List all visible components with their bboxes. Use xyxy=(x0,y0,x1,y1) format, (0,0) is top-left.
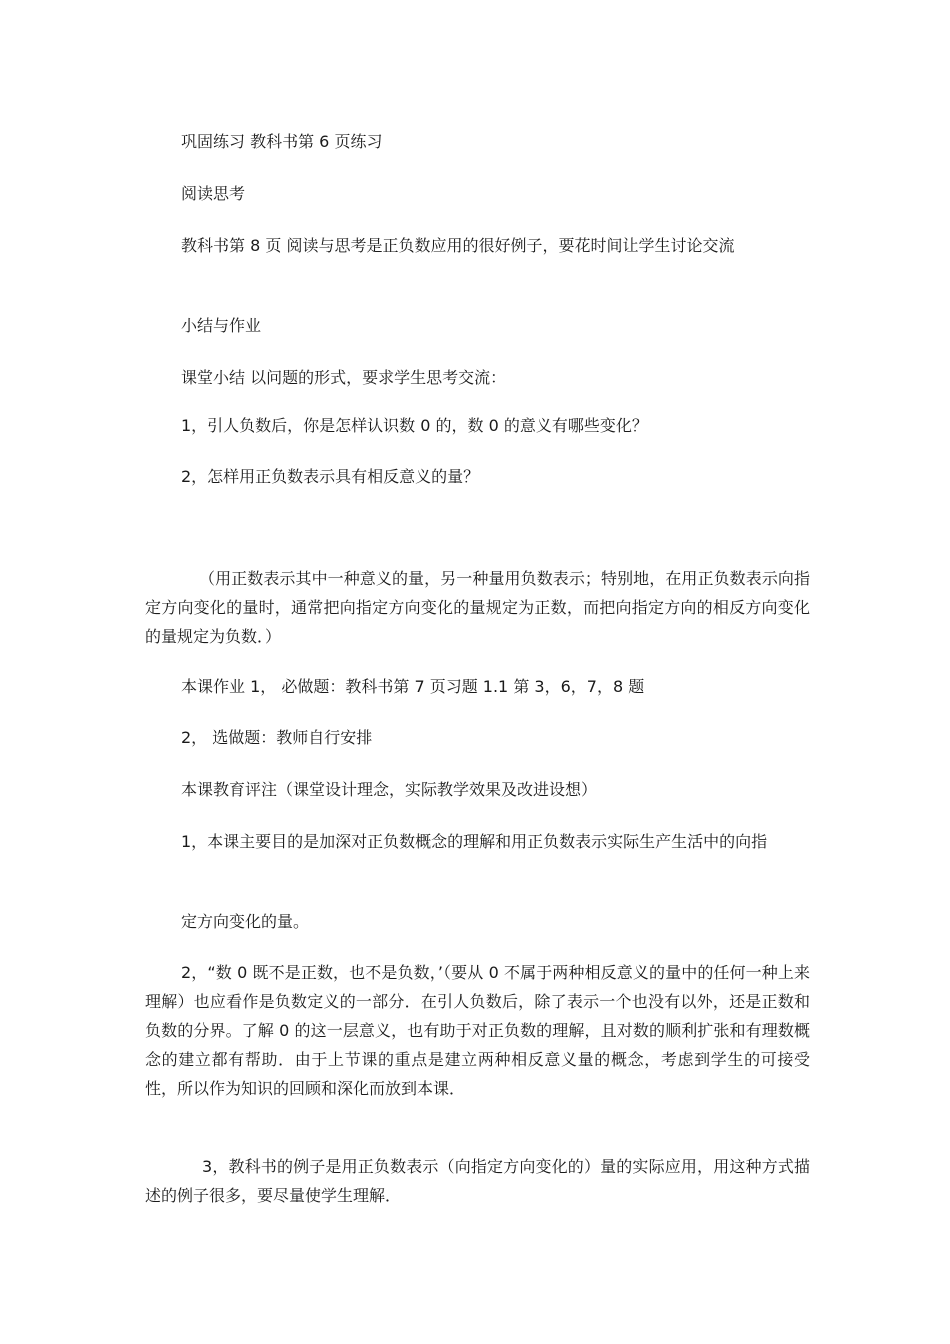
paragraph-answer-note: （用正数表示其中一种意义的量，另一种量用负数表示；特别地，在用正负数表示向指定方向变化的量时，通常把向指定方向变化的量规定为正数，而把向指定方向的相反方向变化的量规定为负数．） xyxy=(145,569,810,646)
paragraph-class-summary: 课堂小结 以问题的形式，要求学生思考交流： xyxy=(181,368,507,387)
paragraph-commentary-1: 1，本课主要目的是加深对正负数概念的理解和用正负数表示实际生产生活中的向指 xyxy=(181,832,768,851)
paragraph-commentary-2: 2，“数 0 既不是正数，也不是负数，’（要从 0 不属于两种相反意义的量中的任何一种上来理解）也应看作是负数定义的一部分．在引人负数后，除了表示一个也没有以外，还是正数和负数的分界。了解 0 的这一层意义，也有助于对正负数的理解，且对数的顺利扩张和有理数概念的建立都有帮助．由于上节课的重点是建立两种相反意义量的概念，考虑到学生的可接受性，所以作为知识的回顾和深化而放到本课． xyxy=(145,963,810,1098)
paragraph-homework-1: 本课作业 1， 必做题：教科书第 7 页习题 1.1 第 3，6，7，8 题 xyxy=(181,677,645,696)
paragraph-question-1: 1，引人负数后，你是怎样认识数 0 的，数 0 的意义有哪些变化？ xyxy=(181,416,648,435)
paragraph-question-2: 2，怎样用正负数表示具有相反意义的量？ xyxy=(181,467,480,486)
paragraph-commentary-3: 3，教科书的例子是用正负数表示（向指定方向变化的）量的实际应用，用这种方式描述的例子很多，要尽量使学生理解． xyxy=(145,1157,810,1205)
paragraph-reading-note: 教科书第 8 页 阅读与思考是正负数应用的很好例子，要花时间让学生讨论交流 xyxy=(181,236,735,255)
paragraph-commentary-1-cont: 定方向变化的量。 xyxy=(181,912,310,931)
paragraph-homework-2: 2， 选做题：教师自行安排 xyxy=(181,728,373,747)
paragraph-commentary-heading: 本课教育评注（课堂设计理念，实际教学效果及改进设想） xyxy=(181,780,598,799)
paragraph-practice: 巩固练习 教科书第 6 页练习 xyxy=(181,132,383,151)
paragraph-reading-heading: 阅读思考 xyxy=(181,184,246,203)
paragraph-summary-heading: 小结与作业 xyxy=(181,316,262,335)
